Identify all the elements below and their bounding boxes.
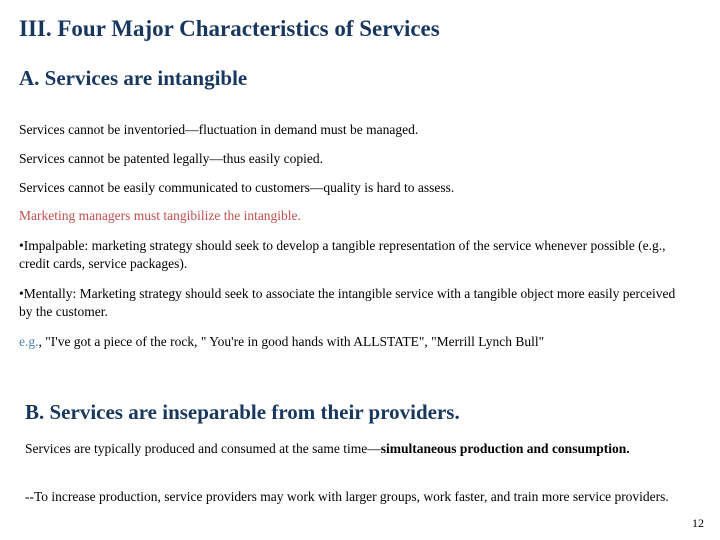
section-a-line-3: Services cannot be easily communicated to customers—quality is hard to assess. — [19, 180, 455, 195]
section-b-line-2: --To increase production, service providers may work with larger groups, work faster, and train more service providers. — [25, 489, 669, 504]
section-b-line-1-bold: simultaneous production and consumption. — [380, 441, 630, 456]
section-b-heading: B. Services are inseparable from their providers. — [25, 400, 460, 424]
example-text: , "I've got a piece of the rock, " You're in good hands with ALLSTATE", "Merrill Lynch Bull" — [38, 334, 545, 349]
bullet-mentally: •Mentally: Marketing strategy should seek to associate the intangible service with a tangible object more easily perceived by the customer. — [19, 286, 676, 319]
section-b-line-1-normal: Services are typically produced and consumed at the same time— — [25, 441, 381, 456]
section-a-line-1: Services cannot be inventoried—fluctuation in demand must be managed. — [19, 122, 419, 137]
example-line — [19, 333, 679, 351]
bullet-impalpable: •Impalpable: marketing strategy should seek to develop a tangible representation of the service whenever possible (e.g., credit cards, service packages). — [19, 238, 666, 271]
section-a-heading: A. Services are intangible — [19, 66, 248, 90]
section-b-line-1 — [25, 440, 675, 458]
example-prefix: e.g. — [19, 334, 39, 349]
page-number: 12 — [692, 516, 704, 530]
tangibilize-highlight: Marketing managers must tangibilize the intangible. — [19, 208, 301, 223]
slide-title: III. Four Major Characteristics of Services — [19, 16, 440, 41]
section-a-line-2: Services cannot be patented legally—thus easily copied. — [19, 151, 324, 166]
